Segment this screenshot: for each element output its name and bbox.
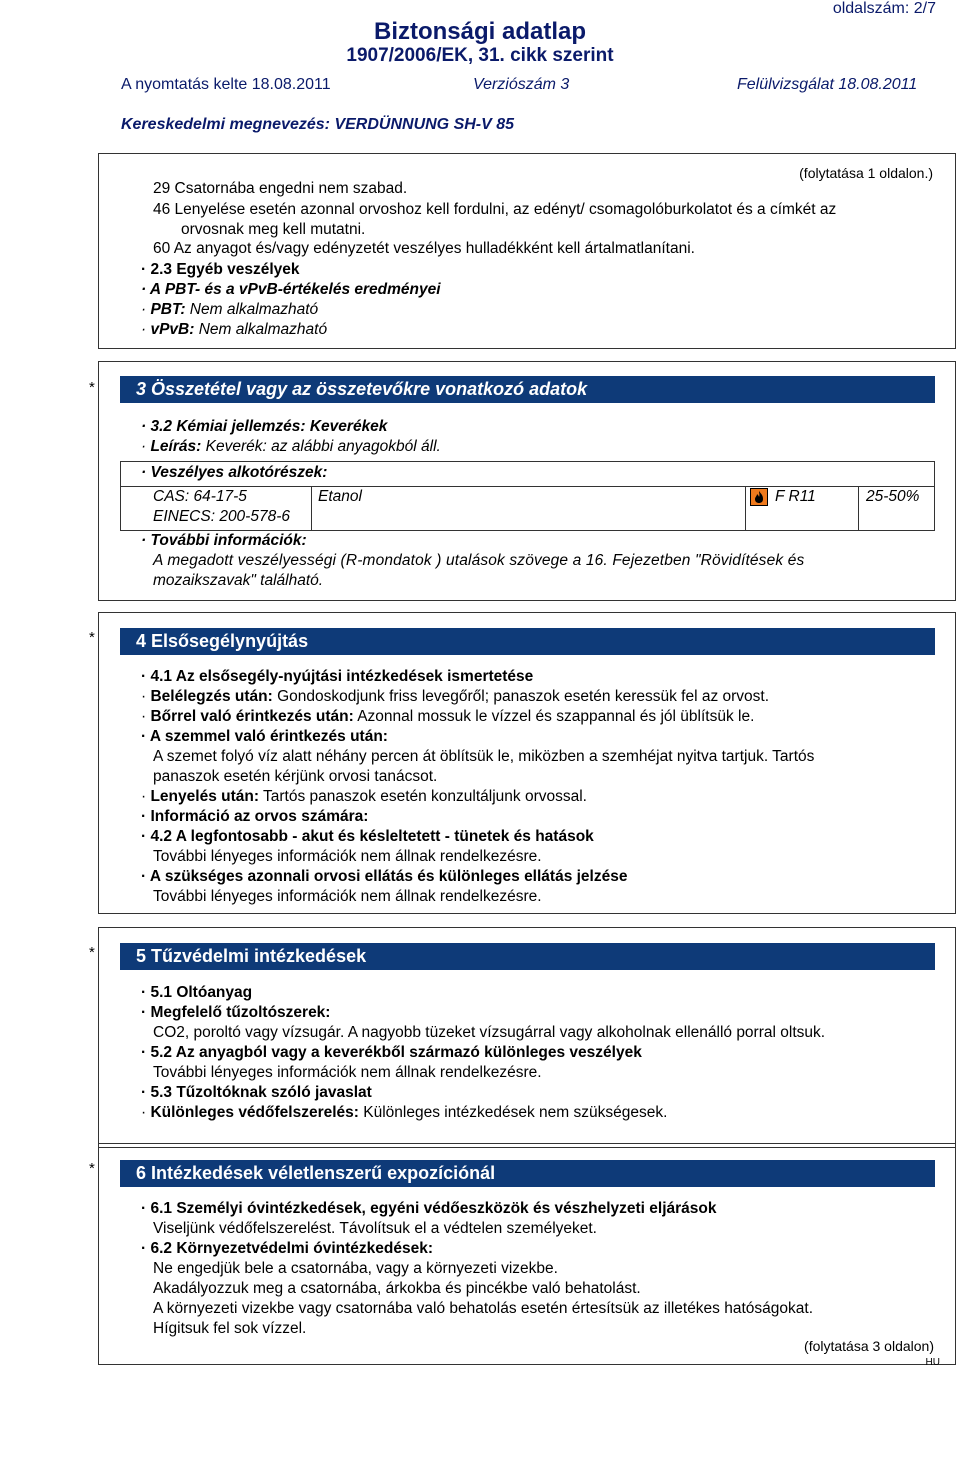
no-info-text: További lényeges információk nem állnak rendelkezésre.	[153, 1064, 542, 1081]
subsection-6-1: · 6.1 Személyi óvintézkedések, egyéni védőeszközök és vészhelyzeti eljárások	[141, 1200, 717, 1217]
environmental-text-3: A környezeti vizekbe vagy csatornába való behatolás esetén értesítsük az illetékes hatóságokat.	[153, 1300, 813, 1317]
page-number: oldalszám: 2/7	[832, 0, 936, 17]
pbt-results-title: · A PBT- és a vPvB-értékelés eredményei	[141, 281, 441, 298]
no-info-text: További lényeges információk nem állnak rendelkezésre.	[153, 888, 542, 905]
table-top-border	[120, 461, 935, 462]
continued-on-note: (folytatása 3 oldalon)	[804, 1338, 934, 1354]
component-name: Etanol	[318, 488, 362, 505]
trade-name: Kereskedelmi megnevezés: VERDÜNNUNG SH-V 85	[121, 116, 515, 133]
skin-contact-line: · Bőrrel való érintkezés után: Azonnal mossuk le vízzel és szappannal és jól üblítsük le.	[141, 708, 755, 725]
r-phrase-46-cont: orvosnak meg kell mutatni.	[181, 221, 366, 238]
protective-equipment-line: · Különleges védőfelszerelés: Különleges intézkedések nem szükségesek.	[141, 1104, 668, 1121]
changed-marker: *	[89, 1160, 95, 1177]
r-phrase-46: 46 Lenyelése esetén azonnal orvoshoz kell fordulni, az edényt/ csomagolóburkolatot és a címkét az	[153, 201, 837, 218]
pbt-line: · PBT: Nem alkalmazható	[141, 301, 319, 318]
doctor-info-title: · Információ az orvos számára:	[141, 808, 369, 825]
subsection-4-1: · 4.1 Az elsősegély-nyújtási intézkedések ismertetése	[141, 668, 534, 685]
table-right-border	[934, 461, 935, 530]
extinguishing-media-text: CO2, poroltó vagy vízsugár. A nagyobb tüzeket vízsugárral vagy alkoholnak ellenálló porral oltsuk.	[153, 1024, 826, 1041]
changed-marker: *	[89, 379, 95, 396]
further-info-text-cont: mozaikszavak" található.	[153, 572, 324, 589]
further-info-text: A megadott veszélyességi (R-mondatok ) utalások szövege a 16. Fejezetben "Rövidítések és	[153, 552, 805, 569]
changed-marker: *	[89, 629, 95, 646]
table-left-border	[120, 461, 121, 530]
subsection-6-2: · 6.2 Környezetvédelmi óvintézkedések:	[141, 1240, 434, 1257]
extinguishing-media-title: · Megfelelő tűzoltószerek:	[141, 1004, 331, 1021]
section-4-heading: 4 Elsősegélynyújtás	[120, 628, 935, 655]
environmental-text-1: Ne engedjük bele a csatornába, vagy a környezeti vizekbe.	[153, 1260, 558, 1277]
einecs-number: EINECS: 200-578-6	[153, 508, 290, 525]
subsection-3-2: · 3.2 Kémiai jellemzés: Keverékek	[141, 418, 388, 435]
further-info-title: · További információk:	[141, 532, 307, 549]
subsection-5-2: · 5.2 Az anyagból vagy a keverékből származó különleges veszélyek	[141, 1044, 642, 1061]
subsection-4-2: · 4.2 A legfontosabb - akut és késleltetett - tünetek és hatások	[141, 828, 594, 845]
changed-marker: *	[89, 944, 95, 961]
inhalation-line: · Belélegzés után: Gondoskodjunk friss levegőről; panaszok esetén keressük fel az orvost.	[141, 688, 770, 705]
medical-attention-title: · A szükséges azonnali orvosi ellátás és különleges ellátás jelzése	[141, 868, 628, 885]
section-3-heading: 3 Összetétel vagy az összetevőkre vonatkozó adatok	[120, 376, 935, 403]
environmental-text-4: Hígitsuk fel sok vízzel.	[153, 1320, 307, 1337]
table-bottom-border	[120, 530, 935, 531]
version-number: Verziószám 3	[473, 76, 570, 93]
eye-contact-text-cont: panaszok esetén kérjünk orvosi tanácsot.	[153, 768, 438, 785]
subsection-5-3: · 5.3 Tűzoltóknak szóló javaslat	[141, 1084, 372, 1101]
environmental-text-2: Akadályozzuk meg a csatornába, árkokba és pincékbe való behatolást.	[153, 1280, 641, 1297]
r-phrase-29: 29 Csatornába engedni nem szabad.	[153, 180, 408, 197]
section-6-heading: 6 Intézkedések véletlenszerű expozíciónál	[120, 1160, 935, 1187]
hazard-classification: F R11	[775, 488, 816, 505]
concentration: 25-50%	[866, 488, 920, 505]
personal-precautions-text: Viseljünk védőfelszerelést. Távolítsuk el a védtelen személyeket.	[153, 1220, 597, 1237]
table-header-border	[120, 486, 935, 487]
cas-number: CAS: 64-17-5	[153, 488, 247, 505]
section-5-heading: 5 Tűzvédelmi intézkedések	[120, 943, 935, 970]
hazardous-components-title: · Veszélyes alkotórészek:	[141, 464, 328, 481]
description-line: · Leírás: Keverék: az alábbi anyagokból áll.	[141, 438, 441, 455]
language-code: HU	[925, 1357, 940, 1368]
flammable-pictogram	[750, 488, 768, 506]
ingestion-line: · Lenyelés után: Tartós panaszok esetén konzultáljunk orvossal.	[141, 788, 587, 805]
vpvb-line: · vPvB: Nem alkalmazható	[141, 321, 328, 338]
table-col-divider	[311, 486, 312, 530]
eye-contact-text: A szemet folyó víz alatt néhány percen át öblítsük le, miközben a szemhéjat nyitva tartjuk. Tartós	[153, 748, 815, 765]
document-subtitle: 1907/2006/EK, 31. cikk szerint	[346, 45, 614, 66]
document-title: Biztonsági adatlap	[373, 18, 587, 45]
flame-icon	[750, 488, 768, 506]
eye-contact-title: · A szemmel való érintkezés után:	[141, 728, 388, 745]
r-phrase-60: 60 Az anyagot és/vagy edényzetét veszélyes hulladékként kell ártalmatlanítani.	[153, 240, 695, 257]
revision-date: Felülvizsgálat 18.08.2011	[737, 76, 918, 93]
table-col-divider	[858, 486, 859, 530]
subsection-5-1: · 5.1 Oltóanyag	[141, 984, 253, 1001]
subsection-2-3: · 2.3 Egyéb veszélyek	[141, 261, 300, 278]
continued-from-note: (folytatása 1 oldalon.)	[799, 165, 933, 181]
table-col-divider	[745, 486, 746, 530]
print-date: A nyomtatás kelte 18.08.2011	[121, 76, 331, 93]
no-info-text: További lényeges információk nem állnak rendelkezésre.	[153, 848, 542, 865]
